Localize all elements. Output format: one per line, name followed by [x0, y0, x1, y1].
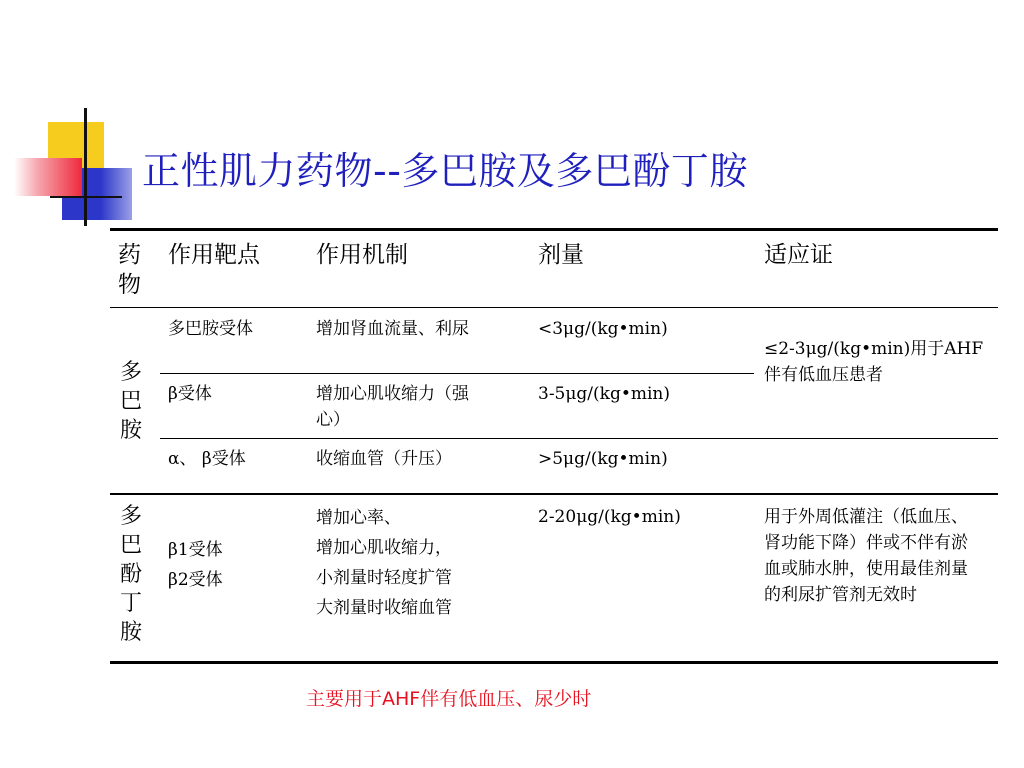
indication-cell: ≤2-3μg/(kg•min)用于AHF伴有低血压患者 [764, 339, 984, 385]
slide-title: 正性肌力药物--多巴胺及多巴酚丁胺 [142, 149, 748, 193]
target-cell: α、 β受体 [168, 449, 246, 469]
mechanism-cell: 增加肾血流量、利尿 [316, 319, 469, 339]
mechanism-cell: 增加心肌收缩力（强心） [316, 384, 469, 430]
mechanism-line: 小剂量时轻度扩管 [316, 568, 452, 588]
mechanism-line: 大剂量时收缩血管 [316, 598, 452, 618]
mechanism-cell [316, 503, 452, 623]
header-target: 作用靶点 [168, 242, 260, 268]
mechanism-line: 增加心率、 [316, 508, 401, 528]
dose-cell: 3-5μg/(kg•min) [538, 384, 671, 404]
drug-dobutamine: 多巴酚丁胺 [119, 504, 142, 645]
target-beta1: β1受体 [168, 540, 223, 560]
dose-cell: 2-20μg/(kg•min) [538, 507, 681, 527]
mechanism-line: 增加心肌收缩力， [316, 538, 452, 558]
target-cell [168, 535, 223, 595]
mechanism-cell: 收缩血管（升压） [316, 449, 452, 469]
ornament-horizontal-line [50, 196, 122, 198]
table-row-rule-2 [160, 438, 998, 439]
footnote: 主要用于AHF伴有低血压、尿少时 [306, 688, 592, 710]
header-mechanism: 作用机制 [316, 242, 408, 268]
table-bottom-rule [110, 661, 998, 664]
indication-cell: 用于外周低灌注（低血压、肾功能下降）伴或不伴有淤血或肺水肿，使用最佳剂量的利尿扩管剂无效时 [764, 507, 968, 605]
table-row-rule-1 [160, 373, 754, 374]
table-section-rule [110, 493, 998, 495]
dose-cell: <3μg/(kg•min) [538, 319, 668, 339]
ornament-vertical-line [84, 108, 87, 226]
header-drug: 药物 [118, 242, 141, 298]
target-beta2: β2受体 [168, 570, 223, 590]
header-indication: 适应证 [764, 242, 833, 268]
target-cell: β受体 [168, 384, 212, 404]
dose-cell: >5μg/(kg•min) [538, 449, 668, 469]
ornament-red-bar [14, 158, 82, 196]
header-dose: 剂量 [538, 242, 584, 268]
drug-dopamine: 多巴胺 [119, 360, 142, 443]
table-header-rule [110, 307, 998, 308]
table-top-rule [110, 228, 998, 231]
target-cell: 多巴胺受体 [168, 319, 253, 339]
